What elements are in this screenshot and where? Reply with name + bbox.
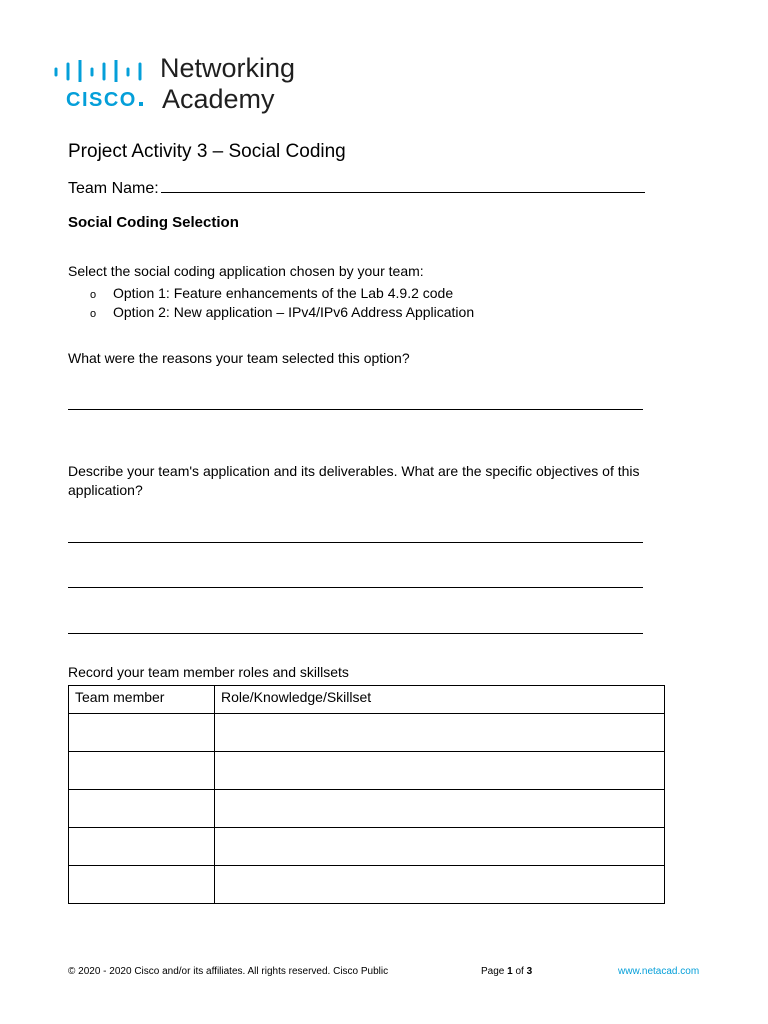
option-label: Option 2: New application – IPv4/IPv6 Address Application bbox=[113, 304, 475, 320]
copyright-text: 2020 - 2020 Cisco and/or its affiliates. All rights reserved. Cisco Public bbox=[78, 966, 389, 977]
footer-copyright bbox=[68, 966, 388, 977]
footer-website-link[interactable]: www.netacad.com bbox=[618, 966, 700, 977]
table-header-cell: Team member bbox=[69, 686, 215, 714]
table-cell-role[interactable] bbox=[215, 866, 665, 904]
question-describe-line1: Describe your team's application and its deliverables. What are the specific objectives of this bbox=[68, 463, 640, 479]
table-header-row bbox=[69, 686, 665, 714]
answer-line[interactable] bbox=[68, 633, 643, 634]
footer-page-number: Page 1 of 3 bbox=[481, 966, 533, 977]
option-item[interactable] bbox=[90, 285, 453, 301]
option-label: Option 1: Feature enhancements of the Lab 4.9.2 code bbox=[113, 285, 454, 301]
table-cell-member[interactable] bbox=[69, 790, 215, 828]
copyright-icon: © bbox=[68, 966, 76, 977]
logo-networking-text: Networking bbox=[160, 53, 296, 83]
table-cell-member[interactable] bbox=[69, 866, 215, 904]
answer-line[interactable] bbox=[68, 542, 643, 543]
question-describe-line2: application? bbox=[68, 482, 143, 498]
table-row bbox=[69, 828, 665, 866]
table-cell-member[interactable] bbox=[69, 714, 215, 752]
section-heading: Social Coding Selection bbox=[68, 214, 239, 231]
logo-academy-text: Academy bbox=[162, 84, 275, 114]
table-cell-role[interactable] bbox=[215, 714, 665, 752]
question-reasons: What were the reasons your team selected this option? bbox=[68, 350, 410, 366]
table-cell-member[interactable] bbox=[69, 752, 215, 790]
answer-line[interactable] bbox=[68, 587, 643, 588]
table-row bbox=[69, 790, 665, 828]
table-row bbox=[69, 752, 665, 790]
cisco-wordmark: CISCO bbox=[66, 89, 143, 112]
answer-line[interactable] bbox=[68, 409, 643, 410]
team-name-label: Team Name: bbox=[68, 180, 159, 197]
table-cell-role[interactable] bbox=[215, 828, 665, 866]
selection-prompt: Select the social coding application chosen by your team: bbox=[68, 263, 424, 279]
option-item[interactable] bbox=[90, 304, 474, 320]
option-bullet-icon: o bbox=[90, 308, 97, 320]
team-name-field[interactable] bbox=[161, 177, 645, 193]
team-name-row bbox=[68, 177, 645, 198]
roles-prompt: Record your team member roles and skillsets bbox=[68, 664, 349, 680]
page-title: Project Activity 3 – Social Coding bbox=[68, 141, 346, 162]
table-cell-role[interactable] bbox=[215, 790, 665, 828]
table-cell-member[interactable] bbox=[69, 828, 215, 866]
roles-table bbox=[68, 685, 665, 904]
table-header-cell: Role/Knowledge/Skillset bbox=[215, 686, 665, 714]
cisco-bars-logo-icon bbox=[54, 60, 150, 82]
table-row bbox=[69, 866, 665, 904]
table-row bbox=[69, 714, 665, 752]
option-bullet-icon: o bbox=[90, 289, 97, 301]
table-cell-role[interactable] bbox=[215, 752, 665, 790]
